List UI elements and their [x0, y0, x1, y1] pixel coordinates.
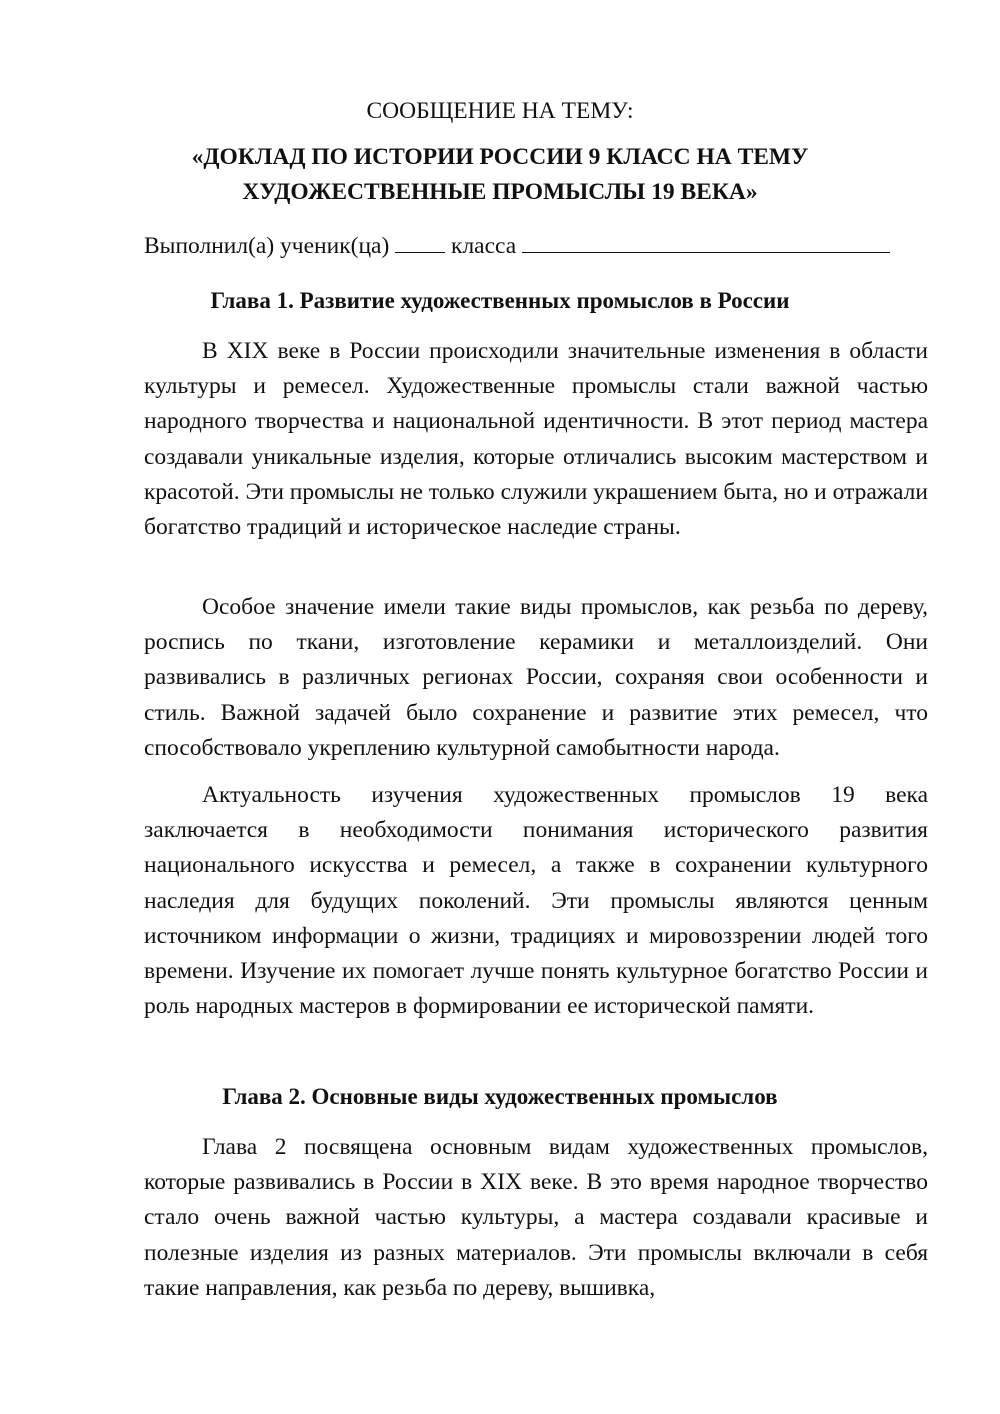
chapter-1-heading: Глава 1. Развитие художественных промыслов в России — [210, 288, 790, 313]
author-prefix: Выполнил(а) ученик(ца) — [144, 233, 390, 259]
name-blank-line — [522, 230, 890, 253]
chapter-1-paragraph: В XIX веке в России происходили значительные изменения в области культуры и ремесел. Художественные промыслы стали важной частью народного творчества и национальной идентичности. В этот период мастера создавали уникальные изделия, которые отличались высоким мастерством и красотой. Эти промыслы не только служили украшением быта, но и отражали богатство традиций и историческое наследие страны. — [144, 338, 928, 541]
chapter-2-heading: Глава 2. Основные виды художественных промыслов — [222, 1084, 778, 1109]
chapter-1-paragraph: Особое значение имели такие виды промыслов, как резьба по дереву, роспись по ткани, изготовление керамики и металлоизделий. Они развивались в различных регионах России, сохраняя свои особенности и стиль. Важной задачей было сохранение и развитие этих ремесел, что способствовало укреплению культурной самобытности народа. — [144, 594, 928, 761]
author-line — [144, 228, 934, 264]
document-pre-title: СООБЩЕНИЕ НА ТЕМУ: — [366, 98, 634, 124]
class-blank-line — [395, 230, 445, 253]
document-title: «ДОКЛАД ПО ИСТОРИИ РОССИИ 9 КЛАСС НА ТЕМУ ХУДОЖЕСТВЕННЫЕ ПРОМЫСЛЫ 19 ВЕКА» — [191, 144, 809, 205]
chapter-2-paragraph: Глава 2 посвящена основным видам художественных промыслов, которые развивались в России в XIX веке. В это время народное творчество стало очень важной частью культуры, а мастера создавали красивые и полезные изделия из разных материалов. Эти промыслы включали в себя такие направления, как резьба по дереву, вышивка, — [144, 1134, 928, 1301]
chapter-1-paragraph: Актуальность изучения художественных промыслов 19 века заключается в необходимости понимания исторического развития национального искусства и ремесел, а также в сохранении культурного наследия для будущих поколений. Эти промыслы являются ценным источником информации о жизни, традициях и мировоззрении людей того времени. Изучение их помогает лучше понять культурное богатство России и роль народных мастеров в формировании ее исторической памяти. — [144, 782, 928, 1020]
author-class-word: класса — [451, 233, 517, 259]
